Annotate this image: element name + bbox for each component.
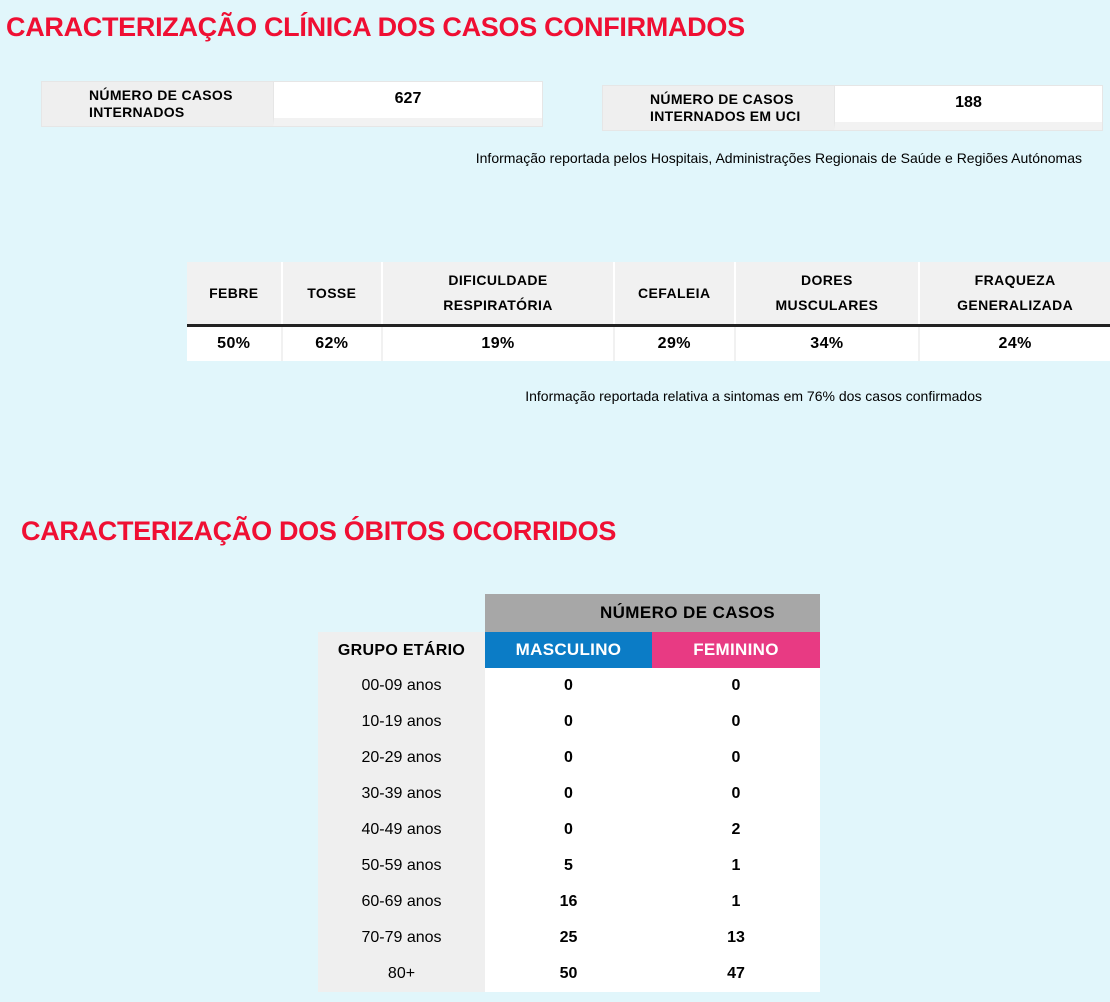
icu-value: 188 bbox=[834, 86, 1102, 130]
symptom-value: 34% bbox=[735, 326, 920, 362]
female-count-cell: 13 bbox=[652, 920, 820, 956]
symptom-header: CEFALEIA bbox=[614, 262, 735, 326]
age-group-cell: 30-39 anos bbox=[318, 776, 485, 812]
table-row bbox=[318, 704, 820, 740]
table-row bbox=[318, 884, 820, 920]
symptom-header: DORES MUSCULARES bbox=[735, 262, 920, 326]
symptom-header: DIFICULDADE RESPIRATÓRIA bbox=[382, 262, 614, 326]
male-count-cell: 0 bbox=[485, 776, 652, 812]
male-count-cell: 0 bbox=[485, 704, 652, 740]
icu-label: NÚMERO DE CASOS INTERNADOS EM UCI bbox=[603, 86, 834, 130]
symptoms-header-row bbox=[187, 262, 1110, 326]
cases-header-label: NÚMERO DE CASOS bbox=[599, 603, 776, 622]
symptom-value: 24% bbox=[919, 326, 1110, 362]
table-row bbox=[318, 848, 820, 884]
female-count-cell: 0 bbox=[652, 704, 820, 740]
symptom-value: 62% bbox=[282, 326, 382, 362]
age-group-cell: 60-69 anos bbox=[318, 884, 485, 920]
male-count-cell: 0 bbox=[485, 812, 652, 848]
table-row bbox=[318, 956, 820, 992]
female-count-cell: 47 bbox=[652, 956, 820, 992]
female-count-cell: 2 bbox=[652, 812, 820, 848]
symptom-header: TOSSE bbox=[282, 262, 382, 326]
male-count-cell: 16 bbox=[485, 884, 652, 920]
female-count-cell: 1 bbox=[652, 884, 820, 920]
age-group-cell: 80+ bbox=[318, 956, 485, 992]
hospitalized-value: 627 bbox=[273, 82, 542, 126]
female-count-cell: 1 bbox=[652, 848, 820, 884]
deaths-table bbox=[318, 594, 820, 992]
age-group-cell: 10-19 anos bbox=[318, 704, 485, 740]
symptoms-note: Informação reportada relativa a sintomas em 76% dos casos confirmados bbox=[525, 388, 982, 404]
female-count-cell: 0 bbox=[652, 668, 820, 704]
male-count-cell: 25 bbox=[485, 920, 652, 956]
clinical-section-title: CARACTERIZAÇÃO CLÍNICA DOS CASOS CONFIRMADOS bbox=[6, 12, 745, 42]
symptom-header: FEBRE bbox=[187, 262, 282, 326]
deaths-section-title: CARACTERIZAÇÃO DOS ÓBITOS OCORRIDOS bbox=[21, 516, 617, 546]
age-group-cell: 00-09 anos bbox=[318, 668, 485, 704]
table-row bbox=[318, 776, 820, 812]
table-row bbox=[318, 668, 820, 704]
age-group-cell: 40-49 anos bbox=[318, 812, 485, 848]
hospitalized-stat bbox=[41, 81, 543, 127]
male-count-cell: 50 bbox=[485, 956, 652, 992]
symptoms-values-row bbox=[187, 326, 1110, 362]
table-row bbox=[318, 920, 820, 956]
symptom-value: 19% bbox=[382, 326, 614, 362]
symptom-value: 29% bbox=[614, 326, 735, 362]
deaths-header-row bbox=[318, 632, 820, 668]
male-count-cell: 0 bbox=[485, 740, 652, 776]
hospital-source-note: Informação reportada pelos Hospitais, Administrações Regionais de Saúde e Regiões Autónomas bbox=[475, 150, 1082, 166]
cases-header bbox=[485, 594, 820, 632]
symptom-value: 50% bbox=[217, 335, 251, 352]
female-count-cell: 0 bbox=[652, 740, 820, 776]
age-group-cell: 70-79 anos bbox=[318, 920, 485, 956]
symptom-header: FRAQUEZA GENERALIZADA bbox=[919, 262, 1110, 326]
hospitalized-label: NÚMERO DE CASOS INTERNADOS bbox=[42, 82, 273, 126]
female-count-cell: 0 bbox=[652, 776, 820, 812]
female-header: FEMININO bbox=[652, 632, 820, 668]
age-group-cell: 50-59 anos bbox=[318, 848, 485, 884]
male-count-cell: 0 bbox=[485, 668, 652, 704]
age-group-cell: 20-29 anos bbox=[318, 740, 485, 776]
male-header: MASCULINO bbox=[485, 632, 652, 668]
symptoms-table bbox=[187, 262, 1110, 361]
table-row bbox=[318, 812, 820, 848]
icu-stat bbox=[602, 85, 1103, 131]
table-row bbox=[318, 740, 820, 776]
age-group-header: GRUPO ETÁRIO bbox=[318, 632, 485, 668]
male-count-cell: 5 bbox=[485, 848, 652, 884]
